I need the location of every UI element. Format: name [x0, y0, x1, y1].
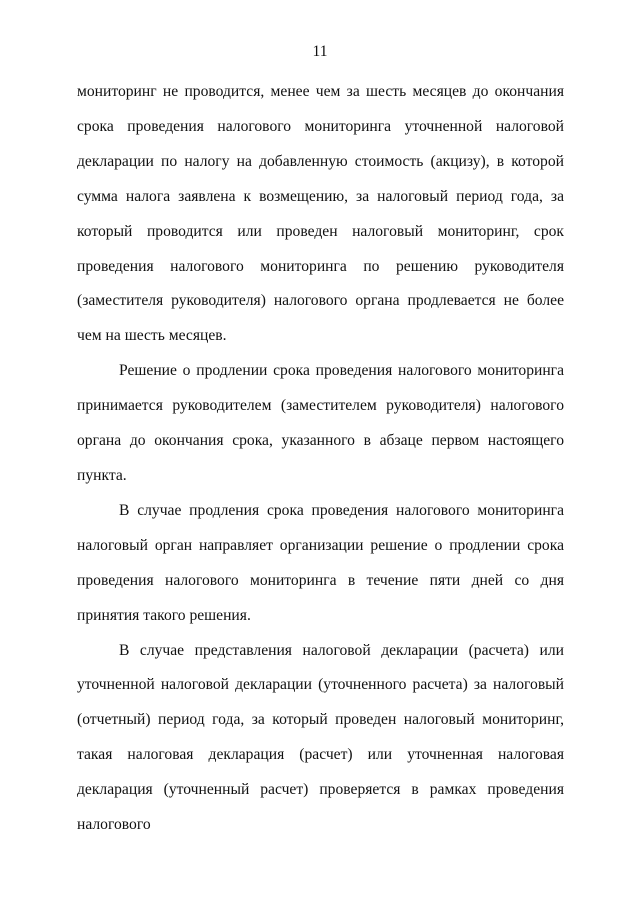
paragraph-declaration-review: В случае представления налоговой декларации (расчета) или уточненной налоговой декларации (уточненного расчета) за налоговый (отчетный) период года, за который проведен налоговый мониторинг, такая налоговая декларация (расчет) или уточненная налоговая декларация (уточненный расчет) проверяется в рамках проведения налогового — [77, 641, 564, 834]
paragraph-extension-decision: Решение о продлении срока проведения налогового мониторинга принимается руководителем (заместителем руководителя) налогового органа до окончания срока, указанного в абзаце первом настоящего пункта. — [77, 362, 564, 484]
document-body — [77, 75, 564, 843]
page-number: 11 — [312, 43, 328, 60]
paragraph-continuation: мониторинг не проводится, менее чем за шесть месяцев до окончания срока проведения налогового мониторинга уточненной налоговой декларации по налогу на добавленную стоимость (акцизу), в которой сумма налога заявлена к возмещению, за налоговый период года, за который проводится или проведен налоговый мониторинг, срок проведения налогового мониторинга по решению руководителя (заместителя руководителя) налогового органа продлевается не более чем на шесть месяцев. — [77, 83, 564, 345]
paragraph-extension-notice: В случае продления срока проведения налогового мониторинга налоговый орган направляет организации решение о продлении срока проведения налогового мониторинга в течение пяти дней со дня принятия такого решения. — [77, 501, 564, 624]
